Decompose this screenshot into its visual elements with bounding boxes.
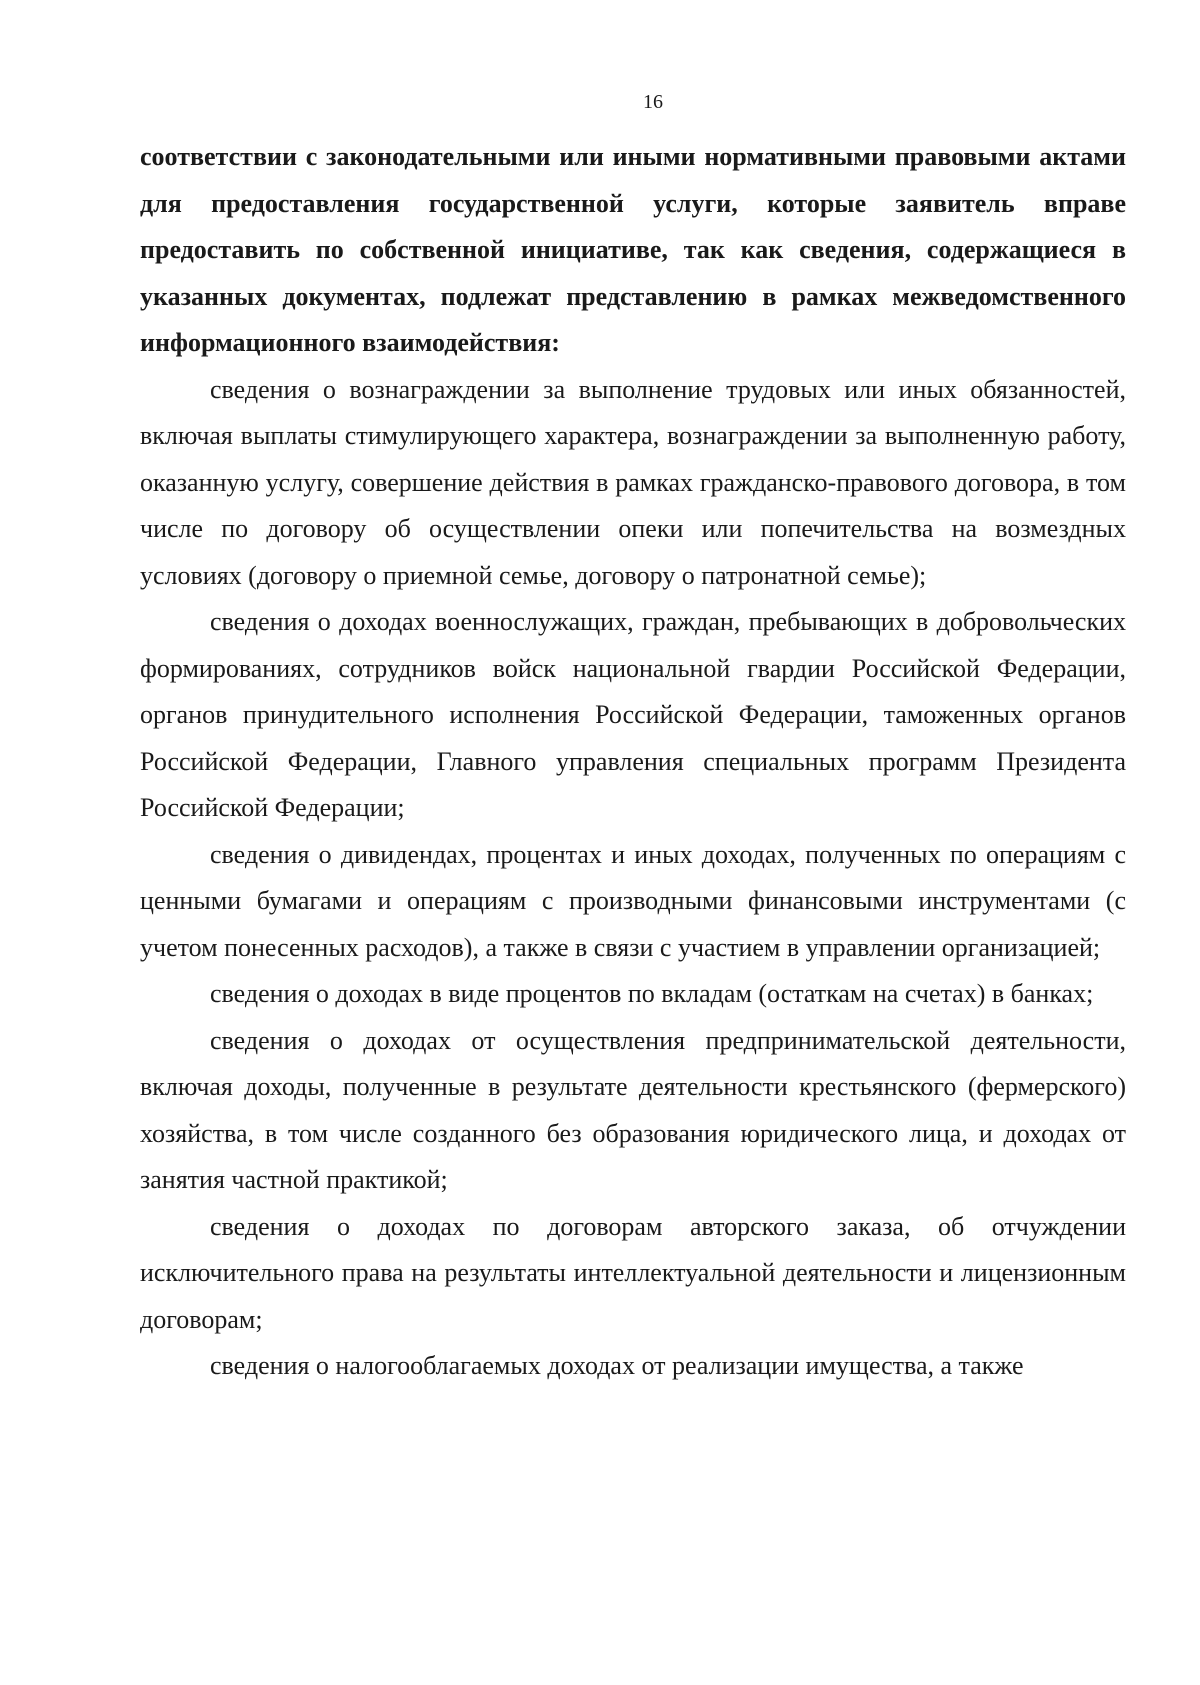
paragraph-dividends: сведения о дивидендах, процентах и иных доходах, полученных по операциям с ценными бумагами и операциям с производными финансовыми инструментами (с учетом понесенных расходов), а также в связи с участием в управлении организацией; <box>140 839 1126 962</box>
paragraph-business-income: сведения о доходах от осуществления предпринимательской деятельности, включая доходы, полученные в результате деятельности крестьянского (фермерского) хозяйства, в том числе созданного без образования юридического лица, и доходах от занятия частной практикой; <box>140 1025 1126 1194</box>
paragraph-property-sale: сведения о налогооблагаемых доходах от реализации имущества, а также <box>210 1351 1024 1380</box>
paragraph-copyright-income: сведения о доходах по договорам авторского заказа, об отчуждении исключительного права на результаты интеллектуальной деятельности и лицензионным договорам; <box>140 1211 1126 1334</box>
paragraph-military-income: сведения о доходах военнослужащих, граждан, пребывающих в добровольческих формированиях, сотрудников войск национальной гвардии Российской Федерации, органов принудительного исполнения Российской Федерации, таможенных органов Российской Федерации, Главного управления специальных программ Президента Российской Федерации; <box>140 607 1126 822</box>
page-number: 16 <box>643 91 663 113</box>
document-body <box>140 134 1126 1390</box>
lead-paragraph: соответствии с законодательными или иными нормативными правовыми актами для предоставления государственной услуги, которые заявитель вправе предоставить по собственной инициативе, так как сведения, содержащиеся в указанных документах, подлежат представлению в рамках межведомственного информационного взаимодействия: <box>140 142 1126 357</box>
paragraph-deposit-interest: сведения о доходах в виде процентов по вкладам (остаткам на счетах) в банках; <box>210 979 1094 1008</box>
paragraph-remuneration: сведения о вознаграждении за выполнение трудовых или иных обязанностей, включая выплаты стимулирующего характера, вознаграждении за выполненную работу, оказанную услугу, совершение действия в рамках гражданско-правового договора, в том числе по договору об осуществлении опеки или попечительства на возмездных условиях (договору о приемной семье, договору о патронатной семье); <box>140 374 1126 590</box>
